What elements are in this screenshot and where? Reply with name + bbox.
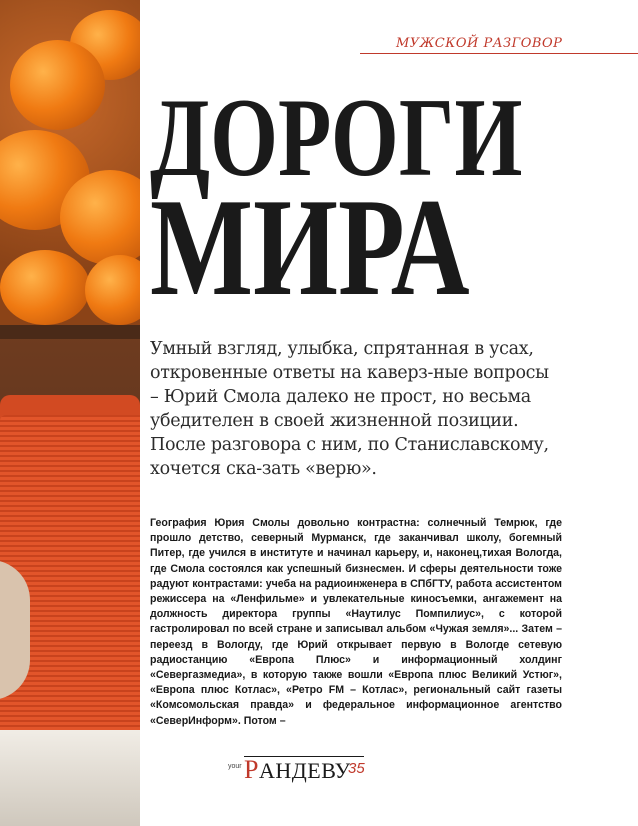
logo-rest: АНДЕВУ [258, 758, 351, 783]
title-line-2: МИРА [150, 170, 470, 325]
footer-small-text: your [228, 763, 242, 770]
page-number: 35 [348, 760, 365, 777]
wooden-rail [0, 325, 140, 339]
photo-illustration [0, 0, 140, 826]
table-surface [0, 730, 140, 826]
body-text: География Юрия Смолы довольно контрастна: солнечный Темрюк, где прошло детство, северный Мурманск, где заканчивал школу, богемный Питер, где учился в институте и начинал карьеру, и, наконец,тихая Вологда, где Смола состоялся как успешный бизнесмен. И сферы деятельности тоже радуют контрастами: учеба на радиоинженера в СПбГТУ, работа ассистентом режиссера на «Ленфильме» и увлекательные киносъемки, ангажемент на должность директора группы «Наутилус Помпилиус», с которой гастролировал по всей стране и записывал альбом «Чужая земля»... Затем – переезд в Вологду, где Юрий открывает первую в Вологде сетевую радиостанцию «Европа Плюс» и информационный холдинг «Севергазмедиа», в которую также вошли «Европа плюс Великий Устюг», «Европа плюс Котлас», «Ретро FM – Котлас», региональный сайт газеты «Комсомольская правда» и федеральное информационное агентство «СеверИнформ». Потом – [150, 517, 562, 727]
section-label: МУЖСКОЙ РАЗГОВОР [396, 36, 563, 51]
magazine-logo [244, 755, 351, 785]
lead-paragraph: Умный взгляд, улыбка, спрятанная в усах, откровенные ответы на каверз-ные вопросы – Юрий Смола далеко не прост, но весьма убедителен в своей жизненной позиции. После разговора с ним, по Станиславскому, хочется ска-зать «верю». [150, 339, 549, 479]
orange-fruit [10, 40, 105, 130]
title-line-1: ДОРОГИ [150, 76, 523, 200]
orange-fruit [0, 250, 90, 325]
section-divider [360, 53, 638, 54]
logo-capital: Р [244, 755, 259, 784]
